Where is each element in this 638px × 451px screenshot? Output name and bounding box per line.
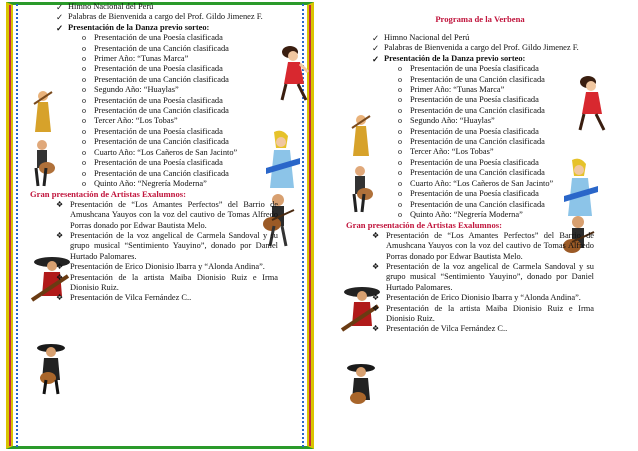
circle-bullet-icon: o [398,147,402,157]
sub-item: o Presentación de una Poesía clasificada [82,126,223,136]
sub-item: o Presentación de una Poesía clasificada [82,95,223,105]
circle-bullet-icon: o [82,147,86,157]
circle-bullet-icon: o [398,126,402,136]
diamond-bullet-icon: ❖ [56,272,64,282]
sub-item: o Presentación de una Canción clasificada [398,74,545,84]
circle-bullet-icon: o [82,85,86,95]
sub-item: o Presentación de una Canción clasificada [82,106,229,116]
diamond-bullet-icon: ❖ [56,199,64,209]
circle-bullet-icon: o [398,157,402,167]
sub-item: o Presentación de una Poesía clasificada [82,33,223,43]
sub-item: o Presentación de una Poesía clasificada [398,95,539,105]
circle-bullet-icon: o [398,178,402,188]
flute-player-clipart [30,88,56,136]
sub-item: o Cuarto Año: “Los Cañeros de San Jacinto” [82,147,238,157]
sub-item: o Presentación de una Canción clasificada [82,168,229,178]
program-item: ✓ Himno Nacional del Perú [372,33,470,43]
check-mark-icon: ✓ [372,33,380,43]
artist-item: ❖ Presentación de la voz angelical de Carmela Sandoval y su grupo musical “Sentimiento Yauyino”, donado por Daniel Hurtado Palomares. [56,230,278,261]
sub-item: o Tercer Año: “Los Tobas” [398,147,494,157]
sub-item: o Presentación de una Canción clasificada [82,137,229,147]
circle-bullet-icon: o [398,137,402,147]
circle-bullet-icon: o [398,105,402,115]
circle-bullet-icon: o [398,168,402,178]
program-item: ✓ Presentación de la Danza previo sorteo: [372,53,526,64]
program-item: ✓ Presentación de la Danza previo sorteo: [56,22,210,33]
circle-bullet-icon: o [82,95,86,105]
circle-bullet-icon: o [82,74,86,84]
diamond-bullet-icon: ❖ [372,303,380,313]
artist-item: ❖ Presentación de la voz angelical de Carmela Sandoval y su grupo musical “Sentimiento Yauyino”, donado por Daniel Hurtado Palomares. [372,261,594,292]
artist-item: ❖ Presentación de Vilca Fernández C.. [56,293,192,303]
sub-item: o Presentación de una Canción clasificada [398,105,545,115]
sub-item: o Presentación de una Poesía clasificada [398,64,539,74]
sub-item: o Presentación de una Poesía clasificada [82,64,223,74]
artist-item: ❖ Presentación de la artista Maiba Dionisio Ruiz e Irma Dionisio Ruiz. [56,272,278,292]
circle-bullet-icon: o [398,116,402,126]
sub-item: o Presentación de una Poesía clasificada [82,158,223,168]
sub-item: o Presentación de una Canción clasificada [398,199,545,209]
circle-bullet-icon: o [398,85,402,95]
program-list-left [30,2,278,304]
circle-bullet-icon: o [398,74,402,84]
circle-bullet-icon: o [82,137,86,147]
sub-item: o Presentación de una Poesía clasificada [398,126,539,136]
circle-bullet-icon: o [82,126,86,136]
artist-item: ❖ Presentación de Erico Dionisio Ibarra y “Alonda Andina”. [372,293,581,303]
diamond-bullet-icon: ❖ [372,230,380,240]
sub-item: o Presentación de una Poesía clasificada [398,157,539,167]
artist-item: ❖ Presentación de Erico Dionisio Ibarra y “Alonda Andina”. [56,262,265,272]
circle-bullet-icon: o [398,64,402,74]
sub-item: o Presentación de una Canción clasificada [398,137,545,147]
sub-item: o Segundo Año: “Huaylas” [82,85,179,95]
sub-item: o Presentación de una Canción clasificada [82,43,229,53]
dancer-clipart [276,42,310,102]
check-mark-icon: ✓ [56,2,64,12]
sub-item: o Tercer Año: “Los Tobas” [82,116,178,126]
circle-bullet-icon: o [82,64,86,74]
mariachi-clipart-2 [344,360,378,416]
artist-item: ❖ Presentación de Vilca Fernández C.. [372,324,508,334]
sub-item: o Cuarto Año: “Los Cañeros de San Jacinto” [398,178,554,188]
sub-item: o Segundo Año: “Huaylas” [398,116,495,126]
sub-item: o Presentación de una Canción clasificada [82,74,229,84]
artist-item: ❖ Presentación de la artista Maiba Dionisio Ruiz e Irma Dionisio Ruiz. [372,303,594,323]
mariachi-clipart-2 [34,340,68,396]
sub-item: o Primer Año: “Tunas Marca” [82,54,189,64]
section-title: Gran presentación de Artistas Exalumnos: [346,220,502,231]
sub-item: o Quinto Año: “Negrería Moderna” [398,209,523,219]
circle-bullet-icon: o [82,158,86,168]
diamond-bullet-icon: ❖ [56,293,64,303]
circle-bullet-icon: o [398,95,402,105]
right-page [330,0,638,451]
circle-bullet-icon: o [82,178,86,188]
flute-player-clipart [348,112,374,160]
circle-bullet-icon: o [82,54,86,64]
section-title: Gran presentación de Artistas Exalumnos: [30,189,186,200]
check-mark-icon: ✓ [372,43,380,54]
sub-item: o Quinto Año: “Negrería Moderna” [82,178,207,188]
circle-bullet-icon: o [398,209,402,219]
circle-bullet-icon: o [82,116,86,126]
circle-bullet-icon: o [82,33,86,43]
diamond-bullet-icon: ❖ [372,324,380,334]
sub-item: o Presentación de una Poesía clasificada [398,189,539,199]
page-title: Programa de la Verbena [435,14,525,24]
check-mark-icon: ✓ [56,12,64,23]
program-list-right [346,33,594,335]
circle-bullet-icon: o [82,43,86,53]
diamond-bullet-icon: ❖ [372,293,380,303]
sub-item: o Primer Año: “Tunas Marca” [398,85,505,95]
artist-item: ❖ Presentación de “Los Amantes Perfectos” del Barrio de Amushcana Yauyos con la voz del cautivo de Tomas Alfredo Porras donado por Edwar Bautista Melo. [372,230,594,261]
diamond-bullet-icon: ❖ [56,262,64,272]
circle-bullet-icon: o [398,189,402,199]
program-item: ✓ Himno Nacional del Perú [56,2,154,12]
circle-bullet-icon: o [82,106,86,116]
sub-item: o Presentación de una Canción clasificada [398,168,545,178]
diamond-bullet-icon: ❖ [56,230,64,240]
diamond-bullet-icon: ❖ [372,261,380,271]
check-mark-icon: ✓ [372,53,380,64]
circle-bullet-icon: o [398,199,402,209]
program-item: ✓ Palabras de Bienvenida a cargo del Prof. Gildo Jimenez F. [372,43,579,54]
program-item: ✓ Palabras de Bienvenida a cargo del Prof. Gildo Jimenez F. [56,12,263,23]
circle-bullet-icon: o [82,168,86,178]
artist-item: ❖ Presentación de “Los Amantes Perfectos” del Barrio de Amushcana Yauyos con la voz del cautivo de Tomas Alfredo Porras donado por Edwar Bautista Melo. [56,199,278,230]
check-mark-icon: ✓ [56,22,64,33]
